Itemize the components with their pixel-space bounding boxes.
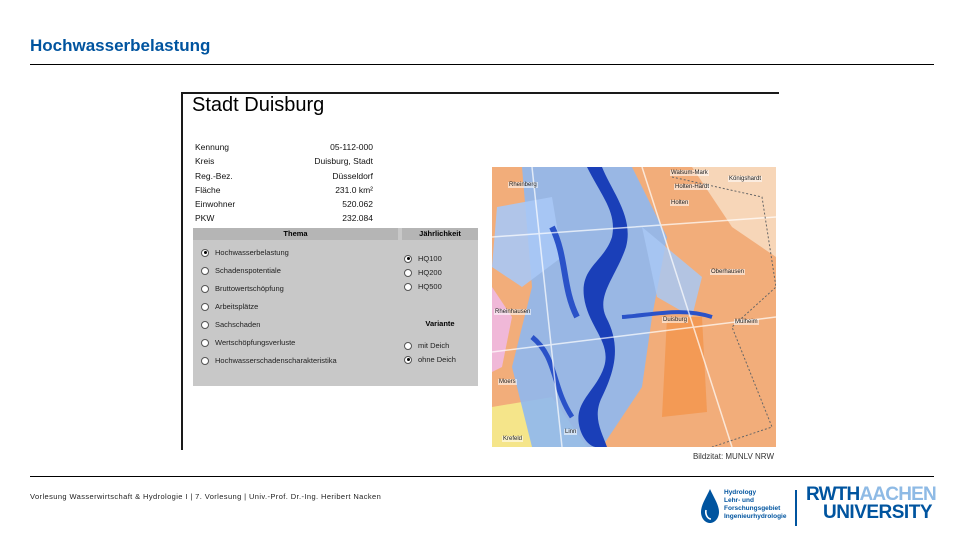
info-label: PKW	[195, 213, 215, 224]
map-label: Oberhausen	[711, 269, 745, 275]
info-label: Kreis	[195, 156, 215, 167]
thema-option-schadenscharakteristika[interactable]	[201, 356, 337, 365]
map-label: Krefeld	[503, 436, 523, 442]
hydrology-line: Hydrology	[724, 489, 757, 496]
panel-border	[181, 92, 183, 450]
hydrology-line: Lehr- und	[724, 497, 754, 504]
info-row	[195, 197, 373, 211]
radio-button[interactable]	[201, 285, 209, 293]
info-row	[195, 140, 373, 154]
jaehrlichkeit-option-hq200[interactable]	[404, 268, 442, 277]
jaehrlichkeit-option-hq100[interactable]	[404, 254, 442, 263]
option-label: HQ200	[418, 268, 442, 277]
variante-option-mit-deich[interactable]	[404, 341, 449, 350]
radio-button[interactable]	[404, 356, 412, 364]
thema-option-hochwasserbelastung[interactable]	[201, 248, 289, 257]
option-label: Arbeitsplätze	[215, 302, 259, 311]
option-label: HQ100	[418, 254, 442, 263]
city-title: Stadt Duisburg	[192, 94, 325, 116]
jaehrlichkeit-header: Jährlichkeit	[402, 228, 478, 240]
thema-option-schadenspotentiale[interactable]	[201, 266, 281, 275]
info-value: 520.062	[342, 199, 373, 210]
map-label: Moers	[499, 379, 516, 385]
radio-button[interactable]	[404, 269, 412, 277]
selection-form	[193, 228, 478, 386]
thema-option-sachschaden[interactable]	[201, 320, 260, 329]
thema-option-wertschoepfungsverluste[interactable]	[201, 338, 295, 347]
screenshot-panel	[181, 92, 779, 450]
radio-button[interactable]	[201, 303, 209, 311]
option-label: Bruttowertschöpfung	[215, 284, 284, 293]
hydrology-logo-text	[724, 489, 786, 521]
rwth-logo	[806, 484, 936, 523]
option-label: Hochwasserbelastung	[215, 248, 289, 257]
info-row	[195, 183, 373, 197]
water-drop-icon	[700, 488, 720, 524]
info-label: Fläche	[195, 184, 221, 195]
map-label: Rheinberg	[509, 182, 537, 188]
radio-button[interactable]	[404, 283, 412, 291]
rwth-word: RWTH	[806, 484, 860, 505]
info-row	[195, 211, 373, 225]
city-info-table	[195, 140, 373, 226]
flood-map	[492, 167, 776, 447]
map-label: Duisburg	[663, 317, 688, 323]
radio-button[interactable]	[201, 321, 209, 329]
map-label: Holten	[671, 200, 689, 206]
info-row	[195, 154, 373, 168]
info-value: Düsseldorf	[332, 170, 373, 181]
variante-header: Variante	[425, 319, 455, 328]
map-label: Mülheim	[735, 319, 758, 325]
map-label: Linn	[565, 429, 577, 435]
map-label: Holten-Hardt	[675, 184, 710, 190]
map-label: Rheinhausen	[495, 309, 531, 315]
image-credit: Bildzitat: MUNLV NRW	[692, 452, 774, 461]
slide-title: Hochwasserbelastung	[30, 36, 211, 55]
thema-option-bruttowertschoepfung[interactable]	[201, 284, 284, 293]
variante-option-ohne-deich[interactable]	[404, 355, 456, 364]
footer-text: Vorlesung Wasserwirtschaft & Hydrologie I | 7. Vorlesung | Univ.-Prof. Dr.-Ing. Heribert Nacken	[30, 492, 382, 501]
info-value: 231.0 km²	[335, 184, 373, 195]
info-label: Einwohner	[195, 199, 236, 210]
option-label: Wertschöpfungsverluste	[215, 338, 296, 347]
radio-button[interactable]	[201, 249, 209, 257]
radio-button[interactable]	[201, 339, 209, 347]
logo-separator	[795, 490, 797, 526]
thema-option-arbeitsplaetze[interactable]	[201, 302, 258, 311]
info-label: Kennung	[195, 142, 230, 152]
hydrology-line: Ingenieurhydrologie	[724, 513, 787, 520]
info-value: Duisburg, Stadt	[314, 156, 373, 167]
flood-map-graphic	[492, 167, 776, 447]
aachen-word: AACHEN	[859, 484, 936, 505]
radio-button[interactable]	[404, 255, 412, 263]
radio-button[interactable]	[201, 267, 209, 275]
hydrology-line: Forschungsgebiet	[724, 505, 781, 512]
info-value: 05-112-000	[330, 142, 373, 152]
thema-header: Thema	[193, 228, 398, 240]
option-label: mit Deich	[418, 341, 450, 350]
map-label: Königshardt	[729, 176, 762, 182]
option-label: Hochwasserschadenscharakteristika	[215, 356, 337, 365]
map-label: Walsum-Mark	[671, 170, 708, 176]
option-label: Sachschaden	[215, 320, 261, 329]
rwth-logo-line2: UNIVERSITY	[822, 502, 932, 523]
info-row	[195, 169, 373, 183]
info-label: Reg.-Bez.	[195, 170, 233, 181]
jaehrlichkeit-option-hq500[interactable]	[404, 282, 442, 291]
option-label: ohne Deich	[418, 355, 456, 364]
title-divider	[30, 64, 934, 65]
footer-divider	[30, 476, 934, 477]
radio-button[interactable]	[404, 342, 412, 350]
option-label: HQ500	[418, 282, 442, 291]
option-label: Schadenspotentiale	[215, 266, 281, 275]
info-value: 232.084	[342, 213, 373, 224]
radio-button[interactable]	[201, 357, 209, 365]
